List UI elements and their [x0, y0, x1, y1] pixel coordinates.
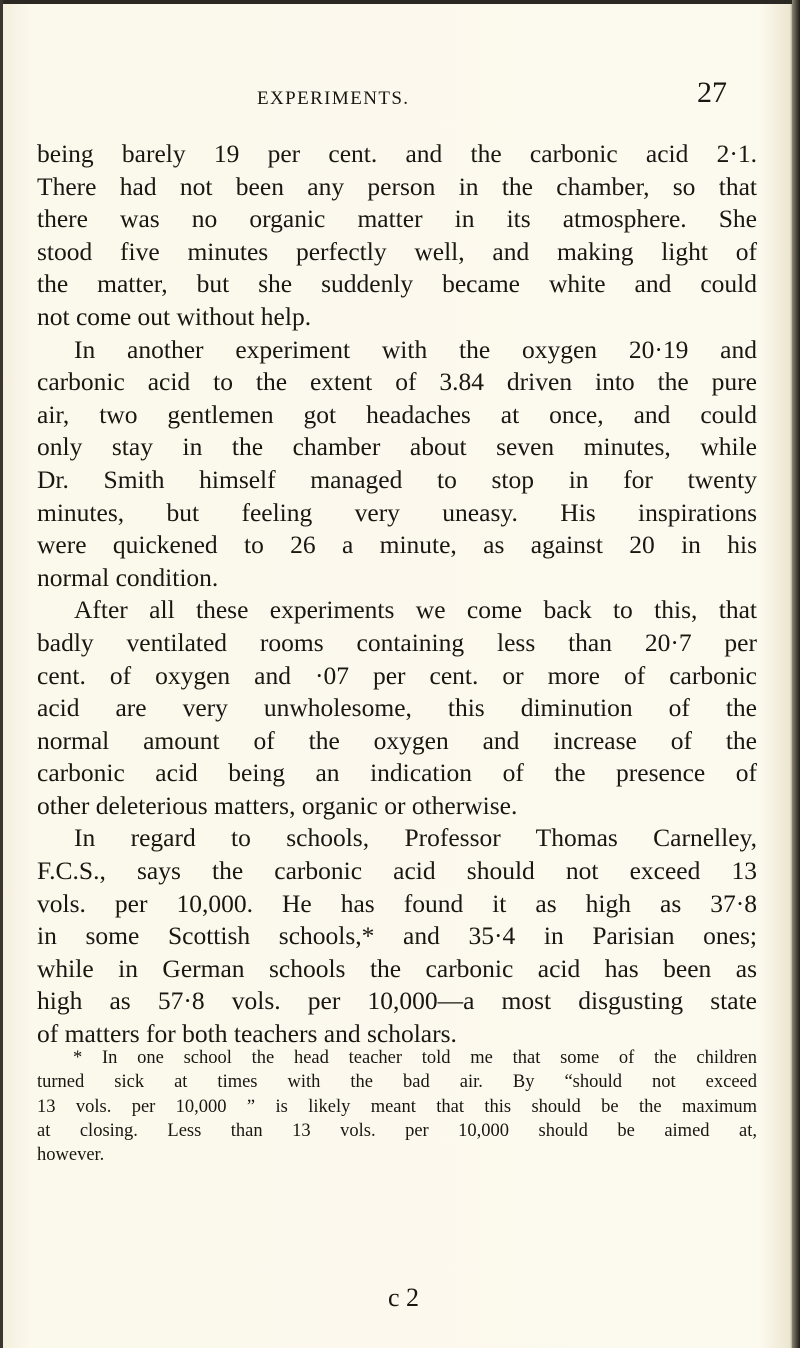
text-line: there was no organic matter in its atmosphere. She: [37, 204, 757, 234]
text-line: acid are very unwholesome, this diminution of the: [37, 693, 757, 723]
text-line: were quickened to 26 a minute, as against 20 in his: [37, 530, 757, 560]
text-line: Dr. Smith himself managed to stop in for twenty: [37, 464, 757, 494]
text-line: vols. per 10,000. He has found it as high as 37·8: [37, 888, 757, 918]
text-line: high as 57·8 vols. per 10,000—a most disgusting state: [37, 986, 757, 1016]
text-line: carbonic acid to the extent of 3.84 driven into the pure: [37, 367, 757, 397]
footnote-line: however.: [37, 1145, 105, 1166]
text-line: air, two gentlemen got headaches at once, and could: [37, 399, 757, 429]
footnote-line: 13 vols. per 10,000 ” is likely meant that this should be the maximum: [37, 1096, 757, 1117]
text-line: carbonic acid being an indication of the presence of: [37, 758, 757, 788]
footnote-line: at closing. Less than 13 vols. per 10,000 should be aimed at,: [37, 1120, 757, 1141]
right-edge-shadow: [792, 0, 800, 1348]
text-line: cent. of oxygen and ·07 per cent. or more of carbonic: [37, 660, 757, 690]
footnote: [37, 1046, 757, 1167]
text-line: not come out without help.: [37, 301, 312, 331]
text-line: minutes, but feeling very uneasy. His inspirations: [37, 497, 757, 527]
text-line: There had not been any person in the chamber, so that: [37, 171, 757, 201]
left-edge-shadow: [0, 0, 3, 1348]
text-line: stood five minutes perfectly well, and making light of: [37, 236, 757, 266]
top-edge-shadow: [0, 0, 800, 4]
text-line: only stay in the chamber about seven minutes, while: [37, 432, 757, 462]
running-title: EXPERIMENTS.: [257, 88, 410, 109]
page-number: 27: [697, 76, 727, 109]
text-line: After all these experiments we come back to this, that: [74, 595, 757, 625]
text-line: normal condition.: [37, 562, 219, 592]
text-line: being barely 19 per cent. and the carbonic acid 2·1.: [37, 139, 757, 168]
text-line: badly ventilated rooms containing less than 20·7 per: [37, 627, 757, 657]
text-line: F.C.S., says the carbonic acid should not exceed 13: [37, 856, 757, 886]
body-text: [37, 138, 757, 1051]
footnote-line: turned sick at times with the bad air. By “should not exceed: [37, 1072, 757, 1093]
text-line: other deleterious matters, organic or otherwise.: [37, 790, 518, 820]
signature-mark: c 2: [388, 1283, 420, 1312]
text-line: of matters for both teachers and scholars.: [37, 1019, 457, 1049]
text-line: the matter, but she suddenly became white and could: [37, 269, 757, 299]
text-line: In another experiment with the oxygen 20·19 and: [74, 334, 757, 364]
footnote-line: * In one school the head teacher told me that some of the children: [73, 1048, 757, 1068]
text-line: normal amount of the oxygen and increase of the: [37, 725, 757, 755]
text-line: in some Scottish schools,* and 35·4 in Parisian ones;: [37, 921, 757, 951]
running-head: [0, 76, 800, 118]
text-line: In regard to schools, Professor Thomas Carnelley,: [74, 823, 757, 853]
text-line: while in German schools the carbonic acid has been as: [37, 953, 757, 983]
